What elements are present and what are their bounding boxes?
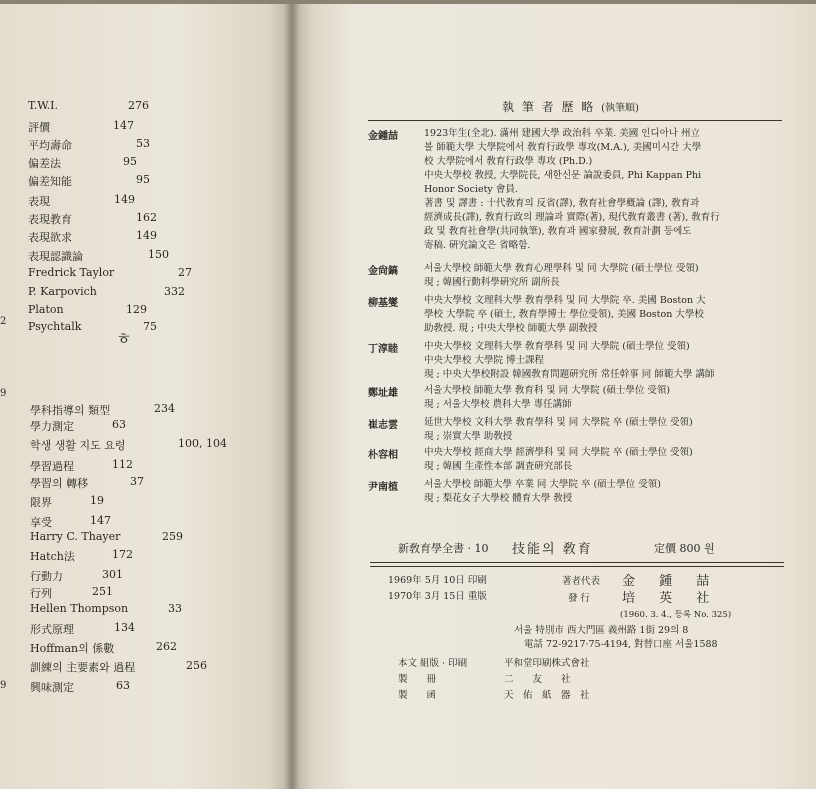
index-page-number: 332 bbox=[164, 285, 185, 298]
index-term: 學習過程 bbox=[30, 460, 74, 473]
contributor-name: 丁淳睦 bbox=[368, 344, 398, 355]
index-page-number: 147 bbox=[90, 514, 111, 527]
index-entry bbox=[28, 285, 288, 299]
index-term: 表現教育 bbox=[28, 213, 72, 226]
index-entry bbox=[30, 548, 288, 562]
index-entry bbox=[28, 99, 288, 113]
contributors-heading bbox=[502, 98, 639, 115]
contributor-bio bbox=[424, 262, 784, 290]
index-entry bbox=[28, 155, 288, 169]
index-page-number: 234 bbox=[154, 402, 175, 415]
index-entry bbox=[28, 193, 288, 207]
index-page-number: 53 bbox=[136, 137, 150, 150]
bio-line: 中央大學校 經商大學 經濟學科 및 同 大學院 卒 (碩士學位 受領) bbox=[424, 447, 693, 458]
index-entry bbox=[28, 248, 288, 262]
bio-line: 中央大學校 文理科大學 敎育學科 및 同 大學院 (碩士學位 受領) bbox=[424, 341, 690, 352]
index-term: Hoffman의 係數 bbox=[30, 642, 115, 655]
bio-line: 現 ; 中央大學校附設 韓國敎育問題硏究所 常任幹事 同 師範大學 講師 bbox=[424, 369, 715, 380]
bio-line: 1923年生(全北). 滿州 建國大學 政治科 卒業. 美國 인디아나 州立 bbox=[424, 128, 700, 139]
index-page-number: 27 bbox=[178, 266, 192, 279]
index-page-number: 112 bbox=[112, 458, 133, 471]
index-term: 享受 bbox=[30, 516, 52, 529]
bio-line: 現 ; 崇實大學 助敎授 bbox=[424, 431, 513, 442]
author-rep-name: 金 鍾 喆 bbox=[622, 574, 720, 589]
contributor-name: 鄭址雄 bbox=[368, 388, 398, 399]
binding-company: 二 友 社 bbox=[504, 674, 571, 685]
publisher-name: 培 英 社 bbox=[622, 591, 720, 606]
index-page-number: 172 bbox=[112, 548, 133, 561]
index-entry bbox=[28, 320, 288, 334]
bio-line: 校 大學院에서 敎育行政學 專攻 (Ph.D.) bbox=[424, 156, 593, 167]
index-entry bbox=[30, 514, 288, 528]
index-entry bbox=[30, 437, 288, 451]
contributors-heading-sub: (執筆順) bbox=[601, 103, 639, 114]
index-page-number: 95 bbox=[136, 173, 150, 186]
index-page-number: 147 bbox=[113, 119, 134, 132]
edge-page-number: 9 bbox=[0, 388, 7, 399]
bio-line: 서울大學校 師範大學 敎育科 및 同 大學院 (碩士學位 受領) bbox=[424, 385, 671, 396]
bio-line: 助敎授. 現 ; 中央大學校 師範大學 副敎授 bbox=[424, 323, 598, 334]
series-name: 新敎育學全書 · 10 bbox=[398, 542, 489, 555]
index-page-number: 134 bbox=[114, 621, 135, 634]
index-entry bbox=[30, 568, 288, 582]
bio-line: 中央大學校 大學院 博士課程 bbox=[424, 355, 545, 366]
contributor-name: 崔志雲 bbox=[368, 420, 398, 431]
bio-line: 現 ; 韓國行動科學硏究所 副所長 bbox=[424, 277, 560, 288]
contributor-bio bbox=[424, 340, 784, 382]
index-page bbox=[0, 0, 292, 789]
edge-page-number: 9 bbox=[0, 680, 7, 691]
index-term: 학생 생활 지도 요령 bbox=[30, 439, 126, 452]
index-term: 行動力 bbox=[30, 570, 63, 583]
index-page-number: 276 bbox=[128, 99, 149, 112]
index-term: T.W.I. bbox=[28, 99, 58, 112]
index-term: Psychtalk bbox=[28, 320, 82, 333]
index-term: 評價 bbox=[28, 121, 50, 134]
contributor-bio bbox=[424, 478, 784, 506]
index-page-number: 149 bbox=[136, 229, 157, 242]
bio-line: 寄稿. 硏究論文은 省略함. bbox=[424, 240, 531, 251]
index-page-number: 301 bbox=[102, 568, 123, 581]
index-page-number: 149 bbox=[114, 193, 135, 206]
index-entry bbox=[28, 211, 288, 225]
index-section-letter: ㅎ bbox=[116, 329, 132, 348]
paper-company: 天 佑 紙 器 社 bbox=[504, 690, 590, 701]
index-term: 限界 bbox=[30, 496, 52, 509]
contributor-bio bbox=[424, 446, 784, 474]
bio-line: 서울大學校 師範大學 卒業 同 大學院 卒 (碩士學位 受領) bbox=[424, 479, 661, 490]
index-entry bbox=[28, 119, 288, 133]
publish-date: 1970年 3月 15日 重版 bbox=[388, 591, 487, 602]
index-entry bbox=[30, 402, 288, 416]
index-term: 學習의 轉移 bbox=[30, 477, 89, 490]
author-rep-label: 著者代表 bbox=[562, 576, 601, 587]
index-page-number: 259 bbox=[162, 530, 183, 543]
index-page-number: 95 bbox=[123, 155, 137, 168]
index-term: 表現欲求 bbox=[28, 231, 72, 244]
index-term: P. Karpovich bbox=[28, 285, 97, 298]
contributor-bio bbox=[424, 416, 784, 444]
print-date: 1969年 5月 10日 印刷 bbox=[388, 575, 487, 586]
index-term: 形式原理 bbox=[30, 623, 74, 636]
bio-line: 中央大學校 文理科大學 敎育學科 및 同 大學院 卒. 美國 Boston 大 bbox=[424, 295, 706, 306]
bio-line: 經濟成長(譯), 敎育行政의 理論과 實際(著), 現代敎育叢書 (著), 敎育行 bbox=[424, 212, 720, 223]
index-page-number: 129 bbox=[126, 303, 147, 316]
registration: (1960. 3. 4., 등록 No. 325) bbox=[620, 610, 732, 620]
colophon-rule bbox=[370, 562, 784, 567]
bio-line: 서울大學校 師範大學 敎育心理學科 및 同 大學院 (碩士學位 受領) bbox=[424, 263, 699, 274]
index-term: 興味測定 bbox=[30, 681, 74, 694]
index-page-number: 150 bbox=[148, 248, 169, 261]
bio-line: 著書 및 譯書 : 十代敎育의 反省(譯), 敎育社會學槪論 (譯), 敎育과 bbox=[424, 198, 700, 209]
contributor-name: 朴容相 bbox=[368, 450, 398, 461]
index-page-number: 251 bbox=[92, 585, 113, 598]
index-page-number: 37 bbox=[130, 475, 144, 488]
index-term: 學力測定 bbox=[30, 420, 74, 433]
index-entry bbox=[30, 475, 288, 489]
page-top-edge bbox=[0, 0, 816, 4]
bio-line: 現 ; 梨花女子大學校 體育大學 敎授 bbox=[424, 493, 573, 504]
index-term: 偏差法 bbox=[28, 157, 61, 170]
index-page-number: 100, 104 bbox=[178, 437, 227, 450]
index-page-number: 63 bbox=[116, 679, 130, 692]
index-page-number: 256 bbox=[186, 659, 207, 672]
index-page-number: 63 bbox=[112, 418, 126, 431]
index-term: 行列 bbox=[30, 587, 52, 600]
index-term: Hellen Thompson bbox=[30, 602, 129, 615]
index-entry bbox=[30, 621, 288, 635]
index-term: 學科指導의 類型 bbox=[30, 404, 111, 417]
bio-line: 中央大學校 敎授, 大學院長, 새한신문 論說委員, Phi Kappan Phi bbox=[424, 170, 702, 181]
contributor-name: 金尙鎬 bbox=[368, 266, 398, 277]
index-entry bbox=[30, 679, 288, 693]
binding-label: 製 冊 bbox=[398, 674, 437, 685]
index-page-number: 33 bbox=[168, 602, 182, 615]
index-entry bbox=[28, 137, 288, 151]
index-entry bbox=[30, 530, 288, 544]
index-term: 偏差知能 bbox=[28, 175, 72, 188]
contributor-bio bbox=[424, 384, 784, 412]
index-term: Harry C. Thayer bbox=[30, 530, 121, 543]
price: 定價 800 원 bbox=[654, 542, 715, 555]
edge-page-number: 2 bbox=[0, 316, 7, 327]
bio-line: 現 ; 서울大學校 農科大學 專任講師 bbox=[424, 399, 572, 410]
index-term: Fredrick Taylor bbox=[28, 266, 115, 279]
bio-line: 現 ; 韓國 生產性本部 調査硏究部長 bbox=[424, 461, 573, 472]
index-page-number: 262 bbox=[156, 640, 177, 653]
typesetting-label: 本文 組版 · 印刷 bbox=[398, 658, 468, 669]
index-term: 訓練의 主要素와 過程 bbox=[30, 661, 136, 674]
address: 서울 特別市 西大門區 義州路 1街 29의 8 bbox=[514, 625, 689, 636]
index-entry bbox=[28, 173, 288, 187]
typesetting-company: 平和堂印刷株式會社 bbox=[504, 658, 590, 669]
book-title: 技能의 敎育 bbox=[512, 542, 593, 557]
index-entry bbox=[30, 494, 288, 508]
index-entry bbox=[30, 640, 288, 654]
colophon-page bbox=[292, 0, 816, 789]
bio-line: 延世大學校 文科大學 敎育學科 및 同 大學院 卒 (碩士學位 受領) bbox=[424, 417, 693, 428]
contributor-bio bbox=[424, 294, 784, 336]
index-page-number: 19 bbox=[90, 494, 104, 507]
index-entry bbox=[30, 418, 288, 432]
bio-line: 學校 大學院 卒 (碩士, 敎育學博士 學位受領), 美國 Boston 大學校 bbox=[424, 309, 704, 320]
contributor-name: 尹南植 bbox=[368, 482, 398, 493]
paper-label: 製 函 bbox=[398, 690, 437, 701]
index-term: 表現認識論 bbox=[28, 250, 83, 263]
bio-line: 政 및 敎育社會學(共同執筆), 敎育과 國家發展, 敎育計劃 등에도 bbox=[424, 226, 692, 237]
index-entry bbox=[30, 659, 288, 673]
publisher-label: 發 行 bbox=[568, 593, 591, 604]
index-term: 表現 bbox=[28, 195, 50, 208]
heading-rule bbox=[368, 120, 782, 121]
bio-line: 볼 師範大學 大學院에서 敎育行政學 專攻(M.A.), 美國미시간 大學 bbox=[424, 142, 702, 153]
contributor-name: 金鍾喆 bbox=[368, 131, 398, 142]
index-term: Hatch法 bbox=[30, 550, 75, 563]
index-entry bbox=[30, 585, 288, 599]
contributor-bio bbox=[424, 127, 784, 253]
index-term: Platon bbox=[28, 303, 64, 316]
index-entry bbox=[28, 266, 288, 280]
index-term: 平均壽命 bbox=[28, 139, 72, 152]
index-entry bbox=[30, 458, 288, 472]
contributor-name: 柳基燮 bbox=[368, 298, 398, 309]
index-page-number: 75 bbox=[143, 320, 157, 333]
index-page-number: 162 bbox=[136, 211, 157, 224]
phone: 電話 72-9217·75-4194, 對替口座 서울1588 bbox=[524, 639, 718, 650]
index-entry bbox=[28, 303, 288, 317]
index-entry bbox=[30, 602, 288, 616]
contributors-heading-text: 執 筆 者 歷 略 bbox=[502, 100, 596, 114]
index-entry bbox=[28, 229, 288, 243]
bio-line: Honor Society 會員. bbox=[424, 184, 518, 195]
